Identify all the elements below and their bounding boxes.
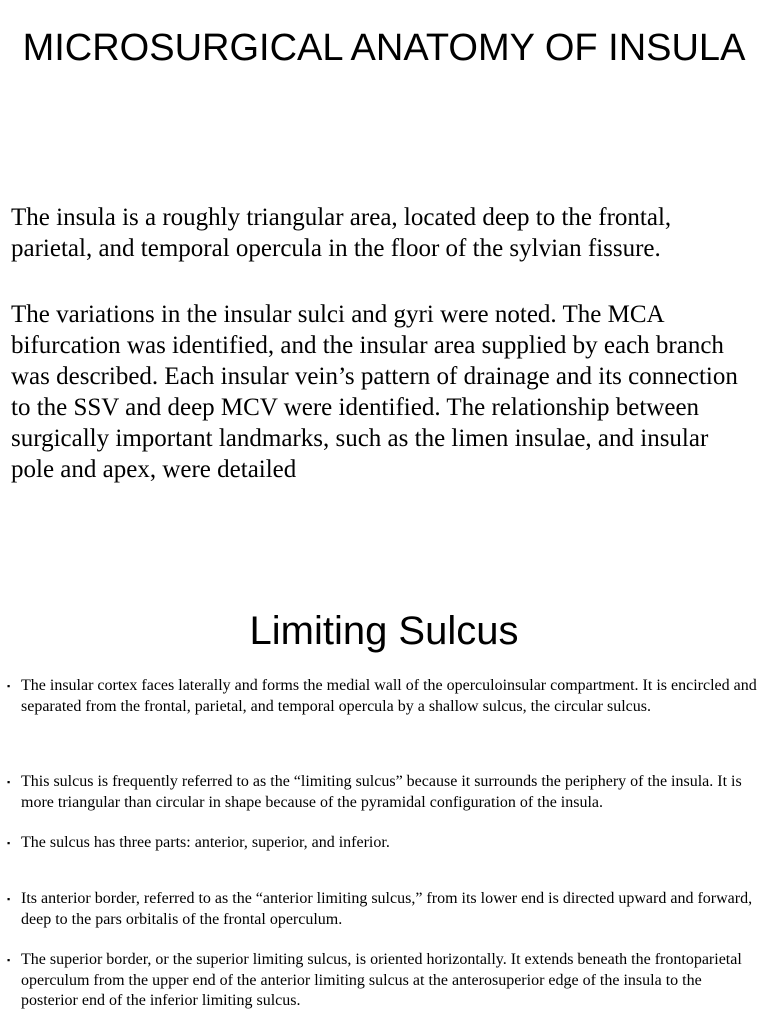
list-item-text: The superior border, or the superior limiting sulcus, is oriented horizontally. It extends beneath the frontoparietal operculum from the upper end of the anterior limiting sulcus at the anterosuperior edge of the insula to the posterior end of the inferior limiting sulcus.	[21, 951, 742, 1009]
bullet-icon: ▪	[7, 681, 11, 691]
bullet-icon: ▪	[7, 955, 11, 965]
page-title: MICROSURGICAL ANATOMY OF INSULA	[22, 27, 746, 69]
list-item	[7, 676, 761, 717]
methods-paragraph: The variations in the insular sulci and gyri were noted. The MCA bifurcation was identified, and the insular area supplied by each branch was described. Each insular vein’s pattern of drainage and its connection to the SSV and deep MCV were identified. The relationship between surgically important landmarks, such as the limen insulae, and insular pole and apex, were detailed	[11, 301, 738, 483]
bullet-icon: ▪	[7, 894, 11, 904]
list-item	[7, 772, 761, 813]
list-item-text: The sulcus has three parts: anterior, superior, and inferior.	[21, 834, 390, 851]
list-item-text: The insular cortex faces laterally and forms the medial wall of the operculoinsular compartment. It is encircled and separated from the frontal, parietal, and temporal opercula by a shallow sulcus, the circular sulcus.	[21, 677, 757, 715]
list-item-text: This sulcus is frequently referred to as the “limiting sulcus” because it surrounds the periphery of the insula. It is more triangular than circular in shape because of the pyramidal configuration of the insula.	[21, 773, 742, 811]
list-item	[7, 889, 761, 930]
section-heading: Limiting Sulcus	[249, 609, 519, 653]
list-item-text: Its anterior border, referred to as the “anterior limiting sulcus,” from its lower end is directed upward and forward, deep to the pars orbitalis of the frontal operculum.	[21, 890, 753, 928]
bullet-icon: ▪	[7, 838, 11, 848]
bullet-icon: ▪	[7, 777, 11, 787]
intro-paragraph: The insula is a roughly triangular area, located deep to the frontal, parietal, and temporal opercula in the floor of the sylvian fissure.	[11, 204, 672, 262]
list-item	[7, 833, 761, 854]
list-item	[7, 950, 761, 1012]
